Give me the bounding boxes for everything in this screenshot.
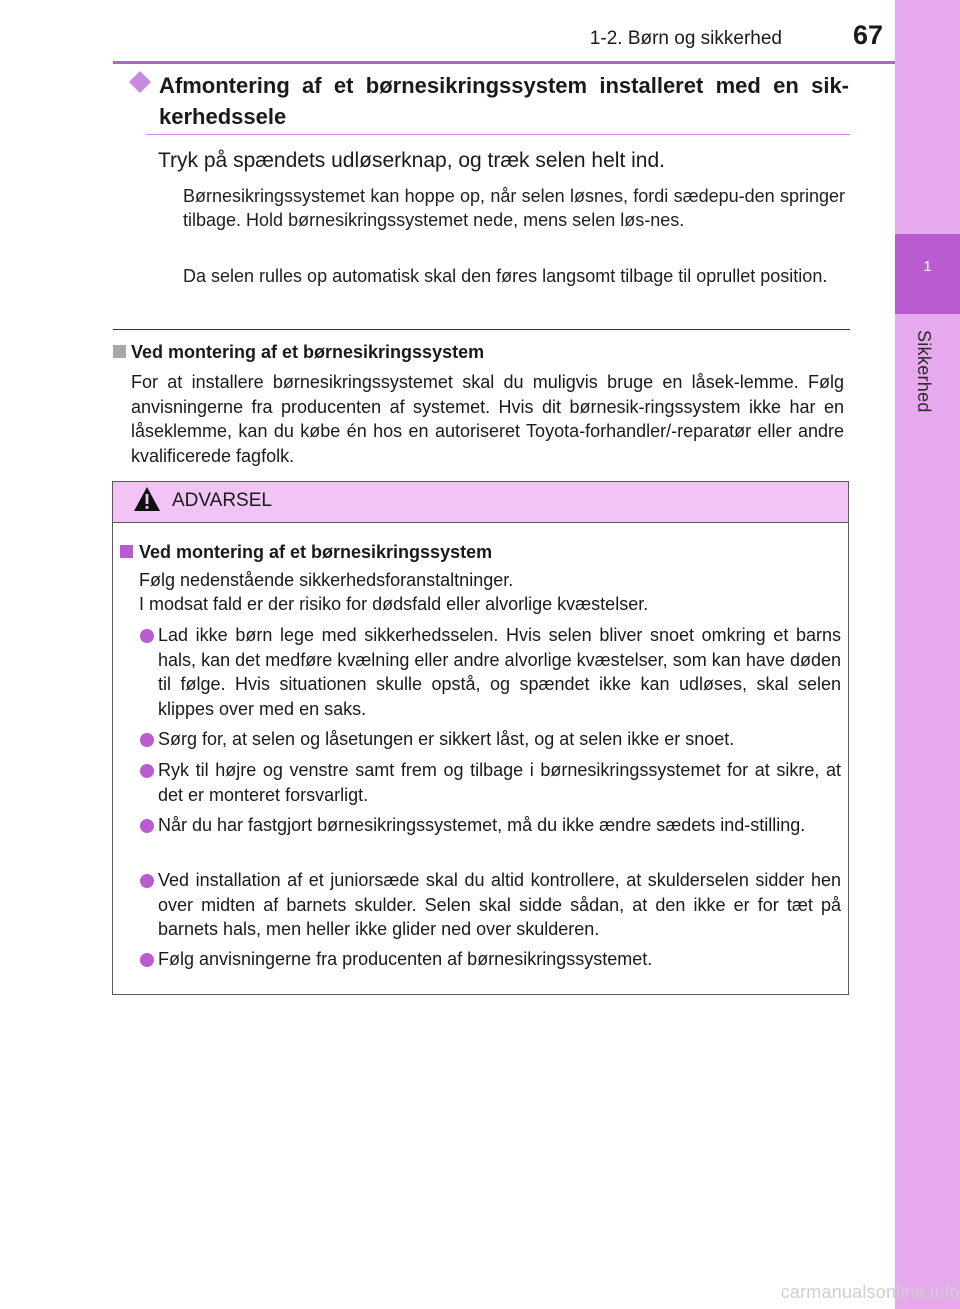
warning-bullet-text: Ved installation af et juniorsæde skal du altid kontrollere, at skulderselen sidder hen over midten af barnets skulder. Selen skal sidde sådan, at den ikke er for tæt på barnets hals, men heller ikke glider ned over skulderen.: [158, 870, 841, 939]
warning-intro: [139, 568, 839, 616]
diamond-bullet-icon: [128, 70, 152, 94]
side-tab-label: Sikkerhed: [914, 330, 934, 413]
warning-bullet-text: Følg anvisningerne fra producenten af børnesikringssystemet.: [158, 949, 653, 969]
circle-bullet-icon: [140, 819, 154, 833]
side-tab-bar: [895, 0, 960, 1309]
warning-heading: Ved montering af et børnesikringssystem: [139, 542, 493, 562]
info-heading: Ved montering af et børnesikringssystem: [131, 342, 485, 362]
note-paragraph: Børnesikringssystemet kan hoppe op, når selen løsnes, fordi sædepu-den springer tilbage. Hold børnesikringssystemet nede, mens selen løs-nes.: [183, 186, 845, 230]
square-bullet-icon: [120, 545, 133, 558]
circle-bullet-icon: [140, 953, 154, 967]
warning-bullet-text: Når du har fastgjort børnesikringssystemet, må du ikke ændre sædets ind-stilling.: [158, 815, 806, 835]
square-bullet-icon: [113, 345, 126, 358]
warning-intro-line: Følg nedenstående sikkerhedsforanstaltninger.: [139, 570, 514, 590]
circle-bullet-icon: [140, 629, 154, 643]
page-number: 67: [852, 20, 883, 50]
section-rule: [146, 134, 850, 135]
instruction-text: Tryk på spændets udløserknap, og træk selen helt ind.: [158, 149, 665, 172]
warning-bullet-text: Ryk til højre og venstre samt frem og tilbage i børnesikringssystemet for at sikre, at det er monteret forsvarligt.: [158, 760, 841, 805]
warning-triangle-icon: [133, 485, 161, 513]
side-tab-number: 1: [923, 258, 932, 275]
circle-bullet-icon: [140, 874, 154, 888]
info-body: For at installere børnesikringssystemet skal du muligvis bruge en låsek-lemme. Følg anvisningerne fra producenten af systemet. Hvis dit børnesik-ringssystem ikke har en låseklemme, kan du købe én hos en autoriseret Toyota-forhandler/-reparatør eller andre kvalificerede fagfolk.: [131, 372, 844, 466]
warning-title: ADVARSEL: [172, 490, 272, 511]
note-paragraph: Da selen rulles op automatisk skal den føres langsomt tilbage til oprullet position.: [183, 266, 828, 286]
circle-bullet-icon: [140, 733, 154, 747]
section-heading: Afmontering af et børnesikringssystem installeret med en sik-kerhedssele: [159, 73, 849, 129]
circle-bullet-icon: [140, 764, 154, 778]
warning-bullet-text: Sørg for, at selen og låsetungen er sikkert låst, og at selen ikke er snoet.: [158, 729, 735, 749]
header-rule: [113, 61, 895, 64]
section-divider: [113, 329, 850, 330]
chapter-title: 1-2. Børn og sikkerhed: [589, 28, 782, 49]
warning-bullet-text: Lad ikke børn lege med sikkerhedsselen. Hvis selen bliver snoet omkring et barns hals, kan det medføre kvælning eller andre alvorlige kvæstelser, som kan have døden til følge. Hvis situationen skulle opstå, og spændet ikke kan udløses, skal selen klippes over med en saks.: [158, 625, 841, 719]
warning-intro-line: I modsat fald er der risiko for dødsfald eller alvorlige kvæstelser.: [139, 594, 649, 614]
watermark: carmanualsonline.info: [780, 1282, 960, 1302]
